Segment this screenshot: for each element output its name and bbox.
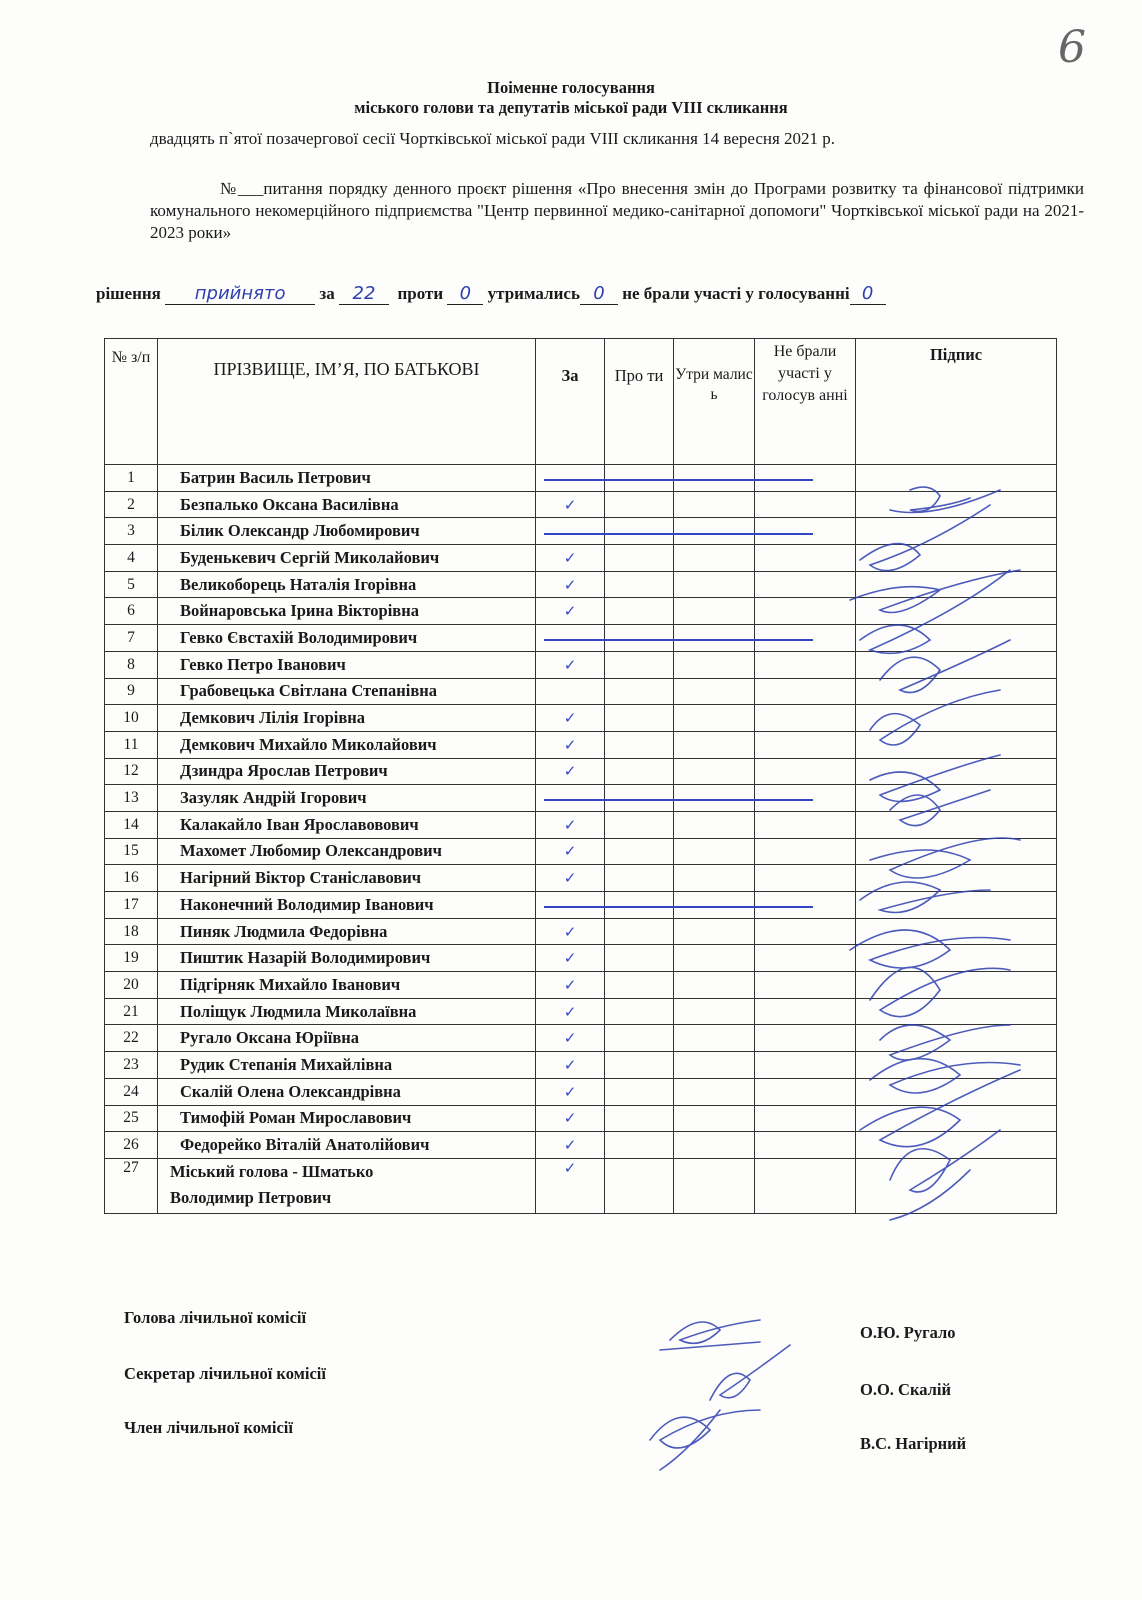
for-value: 22 bbox=[339, 283, 389, 305]
row-for-mark: ✓ bbox=[536, 945, 605, 972]
row-for-mark: ✓ bbox=[536, 1158, 605, 1213]
row-for-mark: ✓ bbox=[536, 972, 605, 999]
row-abstain bbox=[674, 1105, 755, 1132]
row-abstain bbox=[674, 972, 755, 999]
table-header-row bbox=[105, 339, 1057, 465]
row-against bbox=[605, 811, 674, 838]
row-name: Федорейко Віталій Анатолійович bbox=[158, 1132, 536, 1159]
mayor-name-line2: Володимир Петрович bbox=[170, 1187, 332, 1207]
row-number: 20 bbox=[105, 972, 158, 999]
row-name: Гевко Євстахій Володимирович bbox=[158, 625, 536, 652]
header-for: За bbox=[536, 339, 605, 465]
row-name: Безпалько Оксана Василівна bbox=[158, 491, 536, 518]
row-number: 22 bbox=[105, 1025, 158, 1052]
row-abstain bbox=[674, 945, 755, 972]
row-for-mark: ✓ bbox=[536, 1105, 605, 1132]
row-name: Пиняк Людмила Федорівна bbox=[158, 918, 536, 945]
row-name: Калакайло Іван Ярославовович bbox=[158, 811, 536, 838]
row-for-mark: ✓ bbox=[536, 705, 605, 732]
row-abstain bbox=[674, 892, 755, 919]
row-against bbox=[605, 705, 674, 732]
row-for-mark: ✓ bbox=[536, 838, 605, 865]
row-abstain bbox=[674, 1025, 755, 1052]
row-against bbox=[605, 1158, 674, 1213]
row-abstain bbox=[674, 811, 755, 838]
row-abstain bbox=[674, 491, 755, 518]
row-abstain bbox=[674, 758, 755, 785]
row-number: 14 bbox=[105, 811, 158, 838]
row-abstain bbox=[674, 1052, 755, 1079]
header-num: № з/п bbox=[105, 339, 158, 465]
document-subtitle: міського голови та депутатів міської ради VIII скликання bbox=[354, 98, 788, 117]
chair-name: О.Ю. Ругало bbox=[860, 1323, 956, 1342]
row-number: 10 bbox=[105, 705, 158, 732]
row-name: Ругало Оксана Юріївна bbox=[158, 1025, 536, 1052]
row-name: Гевко Петро Іванович bbox=[158, 651, 536, 678]
commission-signatures bbox=[640, 1300, 820, 1480]
against-value: 0 bbox=[447, 283, 483, 305]
row-against bbox=[605, 598, 674, 625]
row-against bbox=[605, 1132, 674, 1159]
row-against bbox=[605, 758, 674, 785]
chair-label: Голова лічильної комісії bbox=[124, 1308, 307, 1327]
row-against bbox=[605, 1025, 674, 1052]
row-abstain bbox=[674, 865, 755, 892]
row-name: Рудик Степанія Михайлівна bbox=[158, 1052, 536, 1079]
row-number: 15 bbox=[105, 838, 158, 865]
agenda-text: №___питання порядку денного проєкт рішення «Про внесення змін до Програми розвитку та фінансової підтримки комунального некомерційного підприємства "Центр первинної медико-санітарної допомоги" Чортківської міської ради на 2021-2023 роки» bbox=[150, 179, 1084, 242]
row-abstain bbox=[674, 598, 755, 625]
row-name: Наконечний Володимир Іванович bbox=[158, 892, 536, 919]
row-for-mark: ✓ bbox=[536, 491, 605, 518]
header-abstain: Утри малис ь bbox=[674, 339, 755, 465]
row-against bbox=[605, 491, 674, 518]
row-for-mark: ✓ bbox=[536, 1132, 605, 1159]
row-abstain bbox=[674, 651, 755, 678]
not-voted-value: 0 bbox=[850, 283, 886, 305]
row-for-mark: ✓ bbox=[536, 758, 605, 785]
page-number: 6 bbox=[1058, 22, 1086, 73]
row-for-mark bbox=[536, 518, 605, 545]
row-number: 17 bbox=[105, 892, 158, 919]
decision-value: прийнято bbox=[165, 283, 315, 305]
row-abstain bbox=[674, 1132, 755, 1159]
row-abstain bbox=[674, 678, 755, 705]
row-name: Тимофій Роман Мирославович bbox=[158, 1105, 536, 1132]
row-for-mark: ✓ bbox=[536, 545, 605, 572]
row-against bbox=[605, 892, 674, 919]
row-for-mark: ✓ bbox=[536, 651, 605, 678]
row-number: 25 bbox=[105, 1105, 158, 1132]
row-abstain bbox=[674, 571, 755, 598]
row-against bbox=[605, 1078, 674, 1105]
row-for-mark: ✓ bbox=[536, 598, 605, 625]
row-number: 8 bbox=[105, 651, 158, 678]
row-number: 9 bbox=[105, 678, 158, 705]
row-against bbox=[605, 571, 674, 598]
row-name: Дзиндра Ярослав Петрович bbox=[158, 758, 536, 785]
row-abstain bbox=[674, 518, 755, 545]
row-name: Білик Олександр Любомирович bbox=[158, 518, 536, 545]
row-name: Пиштик Назарій Володимирович bbox=[158, 945, 536, 972]
row-number: 13 bbox=[105, 785, 158, 812]
row-abstain bbox=[674, 465, 755, 492]
row-for-mark bbox=[536, 892, 605, 919]
not-voted-label: не брали участі у голосуванні bbox=[622, 284, 850, 303]
absent-strike-line bbox=[544, 479, 814, 481]
row-abstain bbox=[674, 838, 755, 865]
member-name: В.С. Нагірний bbox=[860, 1434, 967, 1453]
decision-label: рішення bbox=[96, 284, 161, 303]
secretary-label: Секретар лічильної комісії bbox=[124, 1364, 326, 1383]
row-against bbox=[605, 545, 674, 572]
row-name: Поліщук Людмила Миколаївна bbox=[158, 998, 536, 1025]
row-against bbox=[605, 998, 674, 1025]
row-name: Демкович Лілія Ігорівна bbox=[158, 705, 536, 732]
row-against bbox=[605, 838, 674, 865]
absent-strike-line bbox=[544, 639, 814, 641]
row-number: 4 bbox=[105, 545, 158, 572]
row-abstain bbox=[674, 918, 755, 945]
row-number: 27 bbox=[105, 1158, 158, 1213]
absent-strike-line bbox=[544, 533, 814, 535]
row-for-mark: ✓ bbox=[536, 811, 605, 838]
row-name: Батрин Василь Петрович bbox=[158, 465, 536, 492]
row-name: Буденькевич Сергій Миколайович bbox=[158, 545, 536, 572]
session-text: двадцять п`ятої позачергової сесії Чортківської міської ради VIII скликання 14 вересня 2021 р. bbox=[150, 129, 836, 148]
row-abstain bbox=[674, 705, 755, 732]
row-number: 19 bbox=[105, 945, 158, 972]
row-number: 3 bbox=[105, 518, 158, 545]
header-against: Про ти bbox=[605, 339, 674, 465]
row-name: Зазуляк Андрій Ігорович bbox=[158, 785, 536, 812]
absent-strike-line bbox=[544, 799, 814, 801]
row-against bbox=[605, 1105, 674, 1132]
row-number: 2 bbox=[105, 491, 158, 518]
header-signature: Підпис bbox=[856, 339, 1057, 465]
row-name: Великоборець Наталія Ігорівна bbox=[158, 571, 536, 598]
against-label: проти bbox=[397, 284, 444, 303]
row-against bbox=[605, 972, 674, 999]
row-number: 16 bbox=[105, 865, 158, 892]
row-number: 21 bbox=[105, 998, 158, 1025]
row-number: 23 bbox=[105, 1052, 158, 1079]
row-name bbox=[158, 1158, 536, 1213]
for-label: за bbox=[319, 284, 335, 303]
document-title: Поіменне голосування bbox=[487, 78, 655, 97]
row-number: 5 bbox=[105, 571, 158, 598]
row-for-mark bbox=[536, 465, 605, 492]
row-against bbox=[605, 518, 674, 545]
row-number: 26 bbox=[105, 1132, 158, 1159]
row-name: Войнаровська Ірина Вікторівна bbox=[158, 598, 536, 625]
row-name: Демкович Михайло Миколайович bbox=[158, 731, 536, 758]
row-for-mark bbox=[536, 785, 605, 812]
absent-strike-line bbox=[544, 906, 814, 908]
row-number: 6 bbox=[105, 598, 158, 625]
row-abstain bbox=[674, 731, 755, 758]
header-not-voted: Не брали участі у голосув анні bbox=[755, 339, 856, 465]
row-name: Підгірняк Михайло Іванович bbox=[158, 972, 536, 999]
row-for-mark: ✓ bbox=[536, 918, 605, 945]
abstain-label: утримались bbox=[487, 284, 580, 303]
row-for-mark: ✓ bbox=[536, 731, 605, 758]
row-number: 24 bbox=[105, 1078, 158, 1105]
vote-result bbox=[96, 283, 886, 305]
row-against bbox=[605, 785, 674, 812]
mayor-name-line1: Міський голова - Шматько bbox=[170, 1161, 374, 1181]
row-for-mark: ✓ bbox=[536, 1025, 605, 1052]
signatures-scribble bbox=[830, 480, 1050, 1240]
row-abstain bbox=[674, 545, 755, 572]
row-against bbox=[605, 625, 674, 652]
row-for-mark: ✓ bbox=[536, 998, 605, 1025]
row-number: 18 bbox=[105, 918, 158, 945]
row-abstain bbox=[674, 785, 755, 812]
row-for-mark: ✓ bbox=[536, 865, 605, 892]
secretary-name: О.О. Скалій bbox=[860, 1380, 951, 1399]
row-for-mark bbox=[536, 625, 605, 652]
row-against bbox=[605, 1052, 674, 1079]
row-against bbox=[605, 465, 674, 492]
row-name: Махомет Любомир Олександрович bbox=[158, 838, 536, 865]
row-number: 7 bbox=[105, 625, 158, 652]
row-against bbox=[605, 731, 674, 758]
row-against bbox=[605, 945, 674, 972]
row-abstain bbox=[674, 625, 755, 652]
row-abstain bbox=[674, 1078, 755, 1105]
row-abstain bbox=[674, 998, 755, 1025]
member-label: Член лічильної комісії bbox=[124, 1418, 293, 1437]
row-for-mark bbox=[536, 678, 605, 705]
row-abstain bbox=[674, 1158, 755, 1213]
row-against bbox=[605, 865, 674, 892]
row-for-mark: ✓ bbox=[536, 1078, 605, 1105]
row-name: Скалій Олена Олександрівна bbox=[158, 1078, 536, 1105]
row-number: 12 bbox=[105, 758, 158, 785]
abstain-value: 0 bbox=[580, 283, 618, 305]
row-name: Грабовецька Світлана Степанівна bbox=[158, 678, 536, 705]
row-against bbox=[605, 678, 674, 705]
row-for-mark: ✓ bbox=[536, 571, 605, 598]
row-name: Нагірний Віктор Станіславович bbox=[158, 865, 536, 892]
row-number: 1 bbox=[105, 465, 158, 492]
row-number: 11 bbox=[105, 731, 158, 758]
row-for-mark: ✓ bbox=[536, 1052, 605, 1079]
row-against bbox=[605, 918, 674, 945]
header-name: ПРІЗВИЩЕ, ІМ’Я, ПО БАТЬКОВІ bbox=[158, 339, 536, 465]
row-against bbox=[605, 651, 674, 678]
